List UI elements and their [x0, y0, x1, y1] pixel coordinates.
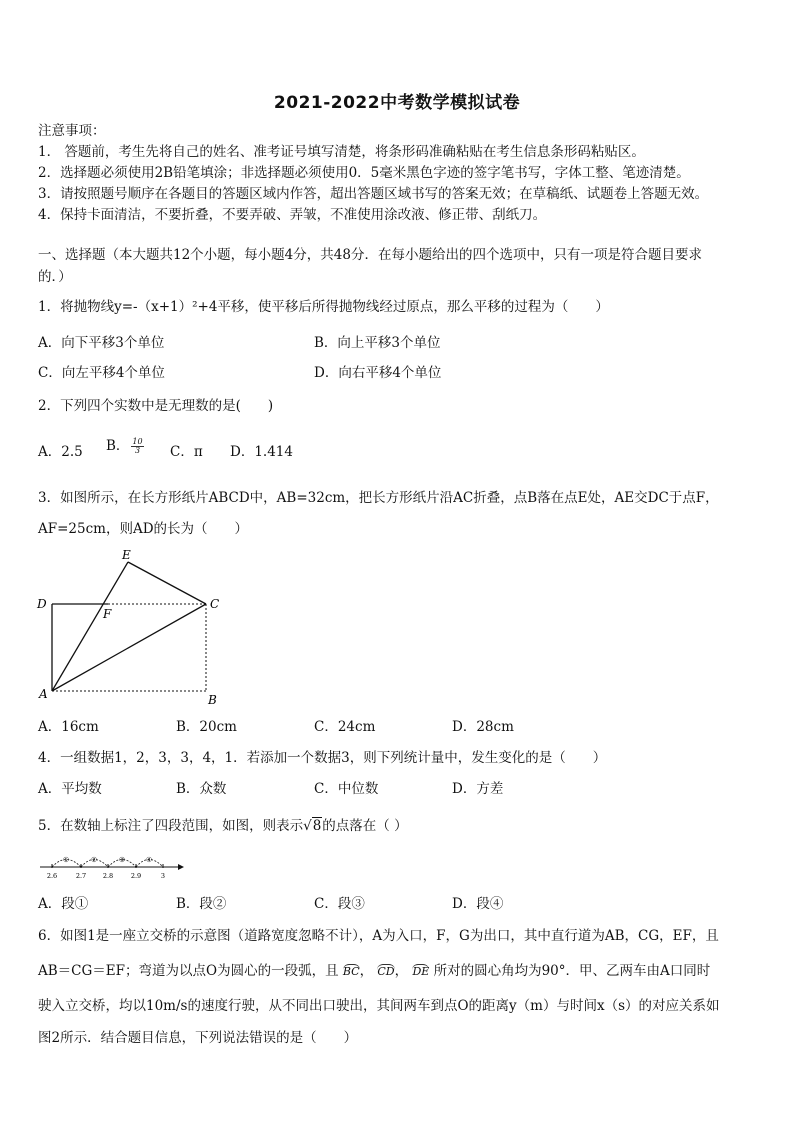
- arc-label-3: ③: [118, 856, 126, 864]
- section-heading-line1: 一、选择题（本大题共12个小题，每小题4分，共48分．在每小题给出的四个选项中，只有一项是符合题目要求: [38, 247, 702, 263]
- q6-stem-line1: 6．如图1是一座立交桥的示意图（道路宽度忽略不计），A为入口，F，G为出口，其中直行道为AB，CG，EF，且: [38, 928, 719, 944]
- tick-label-3: 3: [160, 872, 166, 880]
- tick-label-2-9: 2.9: [130, 872, 142, 880]
- q5-stem: [38, 817, 408, 835]
- sqrt-radicand: 8: [312, 818, 322, 834]
- tick-label-2-6: 2.6: [46, 872, 58, 880]
- arc-label-1: ①: [62, 856, 70, 864]
- q2-option-b: [106, 437, 146, 455]
- segment-ae: [52, 562, 128, 691]
- arc-label-4: ④: [145, 856, 153, 864]
- q4-option-c: C．中位数: [314, 781, 379, 797]
- tick-label-2-8: 2.8: [102, 872, 114, 880]
- fraction-numerator: 10: [132, 437, 143, 446]
- arc-label-2: ②: [90, 856, 98, 864]
- page-title: 2021-2022中考数学模拟试卷: [273, 93, 521, 113]
- label-c: C: [210, 597, 220, 611]
- q5-number-line: [38, 850, 188, 880]
- q1-option-c: C．向左平移4个单位: [38, 365, 165, 381]
- label-b: B: [208, 693, 217, 707]
- fraction: [131, 438, 143, 455]
- q5-stem-pre: 5．在数轴上标注了四段范围，如图，则表示: [38, 818, 304, 834]
- q3-stem-line1: 3．如图所示，在长方形纸片ABCD中，AB=32cm，把长方形纸片沿AC折叠，点B落在点E处，AE交DC于点F，: [38, 490, 719, 506]
- q6-line2-pre: AB＝CG＝EF；弯道为以点O为圆心的一段弧，且: [38, 963, 339, 979]
- q1-stem: 1．将抛物线y=-（x+1）²+4平移，使平移后所得抛物线经过原点，那么平移的过程为（ ）: [38, 299, 609, 315]
- note-item-3: 3．请按照题号顺序在各题目的答题区域内作答，超出答题区域书写的答案无效；在草稿纸、试题卷上答题无效。: [38, 186, 709, 202]
- note-item-1: 1． 答题前，考生先将自己的姓名、准考证号填写清楚，将条形码准确粘贴在考生信息条形码粘贴区。: [38, 144, 645, 160]
- tick-label-2-7: 2.7: [75, 872, 87, 880]
- q6-line2-post: 所对的圆心角均为90°．甲、乙两车由A口同时: [433, 963, 711, 979]
- label-d: D: [37, 597, 47, 611]
- q4-option-b: B．众数: [176, 781, 227, 797]
- fraction-denominator: 3: [134, 446, 141, 455]
- q2-option-b-label: B．: [106, 438, 130, 454]
- q1-option-a: A．向下平移3个单位: [38, 335, 165, 351]
- segment-ac: [52, 604, 206, 691]
- q2-option-c: C．π: [170, 444, 203, 460]
- sqrt-expression: √8: [303, 818, 322, 834]
- q2-option-d: D．1.414: [230, 444, 293, 460]
- segment-ec: [128, 562, 206, 604]
- q5-option-d: D．段④: [452, 896, 504, 912]
- q3-stem-line2: AF=25cm，则AD的长为（ ）: [38, 521, 249, 537]
- arc-de: DE: [412, 965, 430, 978]
- q3-option-b: B．20cm: [176, 719, 237, 735]
- q1-option-d: D．向右平移4个单位: [314, 365, 442, 381]
- note-item-4: 4．保持卡面清洁，不要折叠，不要弄破、弄皱，不准使用涂改液、修正带、刮纸刀。: [38, 207, 547, 223]
- q5-option-c: C．段③: [314, 896, 365, 912]
- q3-figure: [30, 548, 230, 710]
- label-a: A: [39, 687, 48, 701]
- q2-option-a: A．2.5: [38, 444, 83, 460]
- q6-stem-line3: 驶入立交桥，均以10m/s的速度行驶，从不同出口驶出，其间两车到点O的距离y（m）与时间x（s）的对应关系如: [38, 998, 720, 1014]
- q4-option-a: A．平均数: [38, 781, 102, 797]
- q6-stem-line4: 图2所示．结合题目信息，下列说法错误的是（ ）: [38, 1030, 358, 1046]
- q6-stem-line2: AB＝CG＝EF；弯道为以点O为圆心的一段弧，且 BC， CD， DE 所对的圆心角均为90°．甲、乙两车由A口同时: [38, 963, 711, 979]
- label-e: E: [122, 548, 131, 562]
- label-f: F: [103, 607, 112, 621]
- q2-stem: 2．下列四个实数中是无理数的是( ): [38, 398, 274, 414]
- note-item-2: 2．选择题必须使用2B铅笔填涂；非选择题必须使用0．5毫米黑色字迹的签字笔书写，字体工整、笔迹清楚。: [38, 165, 690, 181]
- q5-option-a: A．段①: [38, 896, 89, 912]
- arc-cd: CD: [377, 965, 395, 978]
- q1-option-b: B．向上平移3个单位: [314, 335, 441, 351]
- notes-heading: 注意事项：: [38, 123, 106, 139]
- q4-stem: 4．一组数据1，2，3，3，4，1．若添加一个数据3，则下列统计量中，发生变化的是（ ）: [38, 750, 607, 766]
- q3-option-c: C．24cm: [314, 719, 376, 735]
- section-heading-line2: 的．）: [38, 269, 72, 285]
- arc-bc: BC: [342, 965, 360, 978]
- number-line-arrow: [178, 864, 184, 870]
- q4-option-d: D．方差: [452, 781, 504, 797]
- q3-option-a: A．16cm: [38, 719, 99, 735]
- q5-option-b: B．段②: [176, 896, 227, 912]
- q3-option-d: D．28cm: [452, 719, 514, 735]
- q5-stem-post: 的点落在（ ）: [322, 818, 408, 834]
